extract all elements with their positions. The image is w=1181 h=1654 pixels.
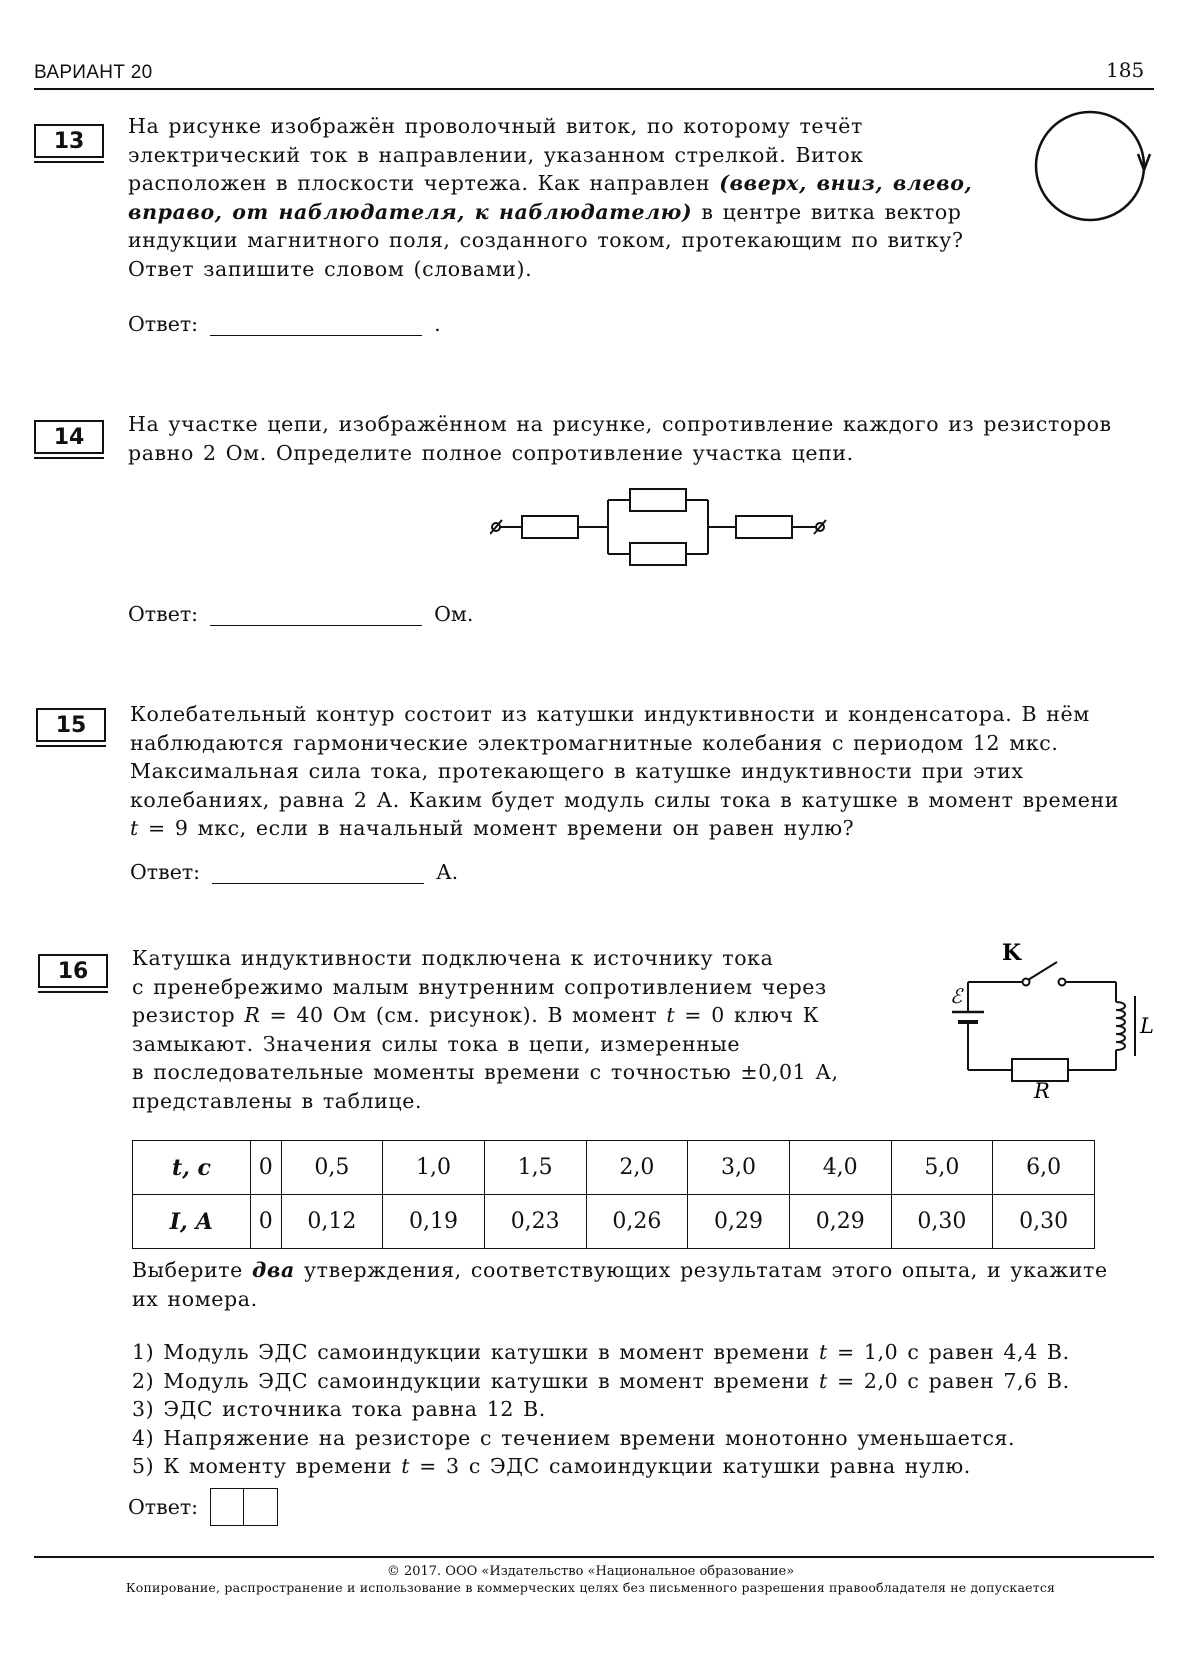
resistor-circuit-diagram (490, 482, 830, 572)
switch-contact-right (1059, 979, 1066, 986)
question-16-text: Катушка индуктивности подключена к источнику тока с пренебрежимо малым внутренним сопротивлением через резистор R = 40 Ом (см. рисунок). В момент t = 0 ключ К замыкают. Значения силы тока в цепи, измеренные в последовательные моменты времени с точностью ±0,01 А, представлены в таблице. (132, 946, 839, 1113)
resistor-2 (630, 489, 686, 511)
inductor-coil-icon (1116, 1002, 1125, 1050)
switch-key (1028, 962, 1057, 980)
table-cell: 0,12 (281, 1195, 383, 1249)
question-15-answer: Ответ: А. (130, 860, 459, 884)
page-number: 185 (1106, 58, 1145, 82)
option-2: 2) Модуль ЭДС самоиндукции катушки в момент времени t = 2,0 с равен 7,6 В. (132, 1368, 1070, 1393)
answer-box-1[interactable] (210, 1488, 244, 1526)
question-14-number: 14 (34, 420, 104, 454)
option-1: 1) Модуль ЭДС самоиндукции катушки в момент времени t = 1,0 с равен 4,4 В. (132, 1340, 1070, 1364)
question-15-answer-field[interactable] (212, 863, 424, 884)
wire-loop-icon (1036, 112, 1144, 220)
variant-title: ВАРИАНТ 20 (34, 62, 153, 83)
table-cell: 0,19 (383, 1195, 485, 1249)
option-5: 5) К моменту времени t = 3 с ЭДС самоиндукции катушки равна нулю. (132, 1454, 971, 1478)
table-row-current (133, 1195, 1095, 1249)
emf-label: ℰ (950, 984, 963, 1008)
footer-notice: Копирование, распространение и использование в коммерческих целях без письменного разрешения правообладателя не допускается (125, 1580, 1056, 1595)
table-cell: 0,29 (789, 1195, 891, 1249)
question-16-number: 16 (38, 954, 108, 988)
current-time-table (132, 1140, 1095, 1249)
table-cell: 0,5 (281, 1141, 383, 1195)
table-cell: 4,0 (789, 1141, 891, 1195)
question-16-instruction: Выберите два утверждения, соответствующих результатам этого опыта, и укажите их номера. (132, 1258, 1108, 1311)
table-head-current: I, А (133, 1195, 251, 1249)
table-cell: 0 (251, 1141, 282, 1195)
question-16-answer: Ответ: (128, 1488, 278, 1526)
resistor-3 (630, 543, 686, 565)
question-14-text: На участке цепи, изображённом на рисунке, сопротивление каждого из резисторов равно 2 Ом. Определите полное сопротивление участка цепи. (128, 412, 1112, 465)
resistor-4 (736, 516, 792, 538)
table-cell: 6,0 (993, 1141, 1095, 1195)
table-cell: 0,23 (484, 1195, 586, 1249)
wire-loop-figure (1030, 110, 1155, 225)
question-16-options (132, 1338, 1070, 1481)
header-divider (34, 88, 1154, 90)
rl-circuit-diagram (940, 940, 1160, 1100)
resistor-label: R (1034, 1079, 1050, 1100)
footer-divider (34, 1556, 1154, 1558)
table-cell: 1,5 (484, 1141, 586, 1195)
table-cell: 0,29 (688, 1195, 790, 1249)
question-13-answer-field[interactable] (210, 315, 422, 336)
table-head-time: t, с (133, 1141, 251, 1195)
question-13-answer: Ответ: . (128, 312, 441, 336)
table-cell: 0,26 (586, 1195, 688, 1249)
answer-box-2[interactable] (244, 1488, 278, 1526)
table-cell: 2,0 (586, 1141, 688, 1195)
table-row-time (133, 1141, 1095, 1195)
question-13-text: На рисунке изображён проволочный виток, по которому течёт электрический ток в направлении, указанном стрелкой. Виток расположен в плоскости чертежа. Как направлен (вверх, вниз, влево, вправо, от наблюдателя, к наблюдателю) в центре витка вектор индукции магнитного поля, созданного током, протекающим по витку? Ответ запишите словом (словами). (128, 114, 973, 281)
resistor-r (1012, 1059, 1068, 1081)
question-15-text: Колебательный контур состоит из катушки индуктивности и конденсатора. В нём наблюдаются гармонические электромагнитные колебания с периодом 12 мкс. Максимальная сила тока, протекающего в катушке индуктивности при этих колебаниях, равна 2 А. Каким будет модуль силы тока в катушке в момент времени t = 9 мкс, если в начальный момент времени он равен нулю? (130, 702, 1120, 840)
question-14-answer: Ответ: Ом. (128, 602, 474, 626)
table-cell: 0,30 (891, 1195, 993, 1249)
key-label: K (1002, 940, 1022, 966)
footer-copyright: © 2017. ООО «Издательство «Национальное образование» (386, 1564, 795, 1579)
question-16-answer-boxes (210, 1488, 278, 1526)
option-3: 3) ЭДС источника тока равна 12 В. (132, 1397, 546, 1421)
question-14-answer-field[interactable] (210, 605, 422, 626)
table-cell: 0,30 (993, 1195, 1095, 1249)
resistor-1 (522, 516, 578, 538)
table-cell: 1,0 (383, 1141, 485, 1195)
table-cell: 0 (251, 1195, 282, 1249)
option-4: 4) Напряжение на резисторе с течением времени монотонно уменьшается. (132, 1425, 1016, 1450)
table-cell: 5,0 (891, 1141, 993, 1195)
question-13-number: 13 (34, 124, 104, 158)
question-15-number: 15 (36, 708, 106, 742)
inductor-label: L (1140, 1014, 1154, 1038)
table-cell: 3,0 (688, 1141, 790, 1195)
